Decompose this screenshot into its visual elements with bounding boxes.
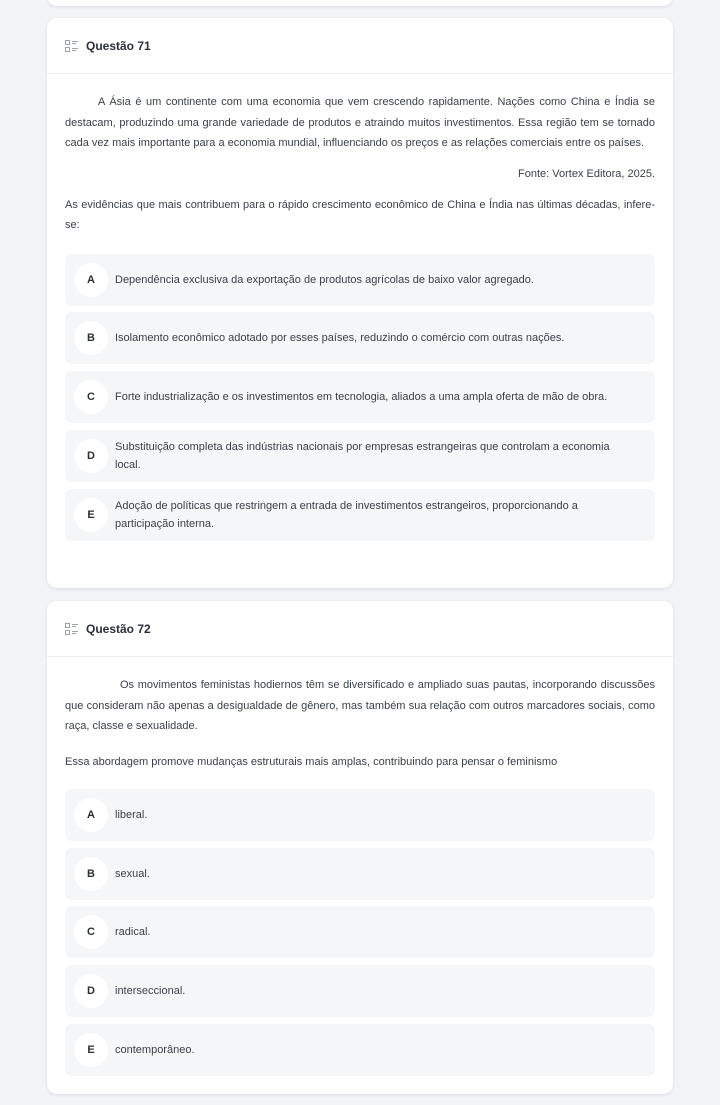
question-prompt: Essa abordagem promove mudanças estruturais mais amplas, contribuindo para pensar o feminismo [65, 755, 558, 768]
option-letter: D [74, 439, 108, 473]
option-text: Dependência exclusiva da exportação de produtos agrícolas de baixo valor agregado. [115, 273, 534, 286]
list-icon [65, 623, 78, 635]
list-icon [65, 40, 78, 52]
option-letter: E [74, 1033, 108, 1067]
question-header [47, 18, 673, 74]
option-text: Isolamento econômico adotado por esses países, reduzindo o comércio com outras nações. [115, 331, 565, 344]
option-e[interactable] [65, 489, 655, 541]
question-prompt: As evidências que mais contribuem para o rápido crescimento econômico de China e Índia nas últimas décadas, infere-se: [65, 198, 655, 232]
option-d[interactable] [65, 430, 655, 482]
option-text: Adoção de políticas que restringem a entrada de investimentos estrangeiros, proporcionando a participação interna. [115, 499, 578, 530]
option-letter: A [74, 263, 108, 297]
option-letter: B [74, 321, 108, 355]
option-b[interactable] [65, 848, 655, 900]
option-b[interactable] [65, 312, 655, 364]
option-a[interactable] [65, 254, 655, 306]
question-text: Os movimentos feministas hodiernos têm se diversificado e ampliado suas pautas, incorporando discussões que consideram não apenas a desigualdade de gênero, mas também sua relação com outros marcadores sociais, como raça, classe e sexualidade. [65, 679, 655, 733]
option-c[interactable] [65, 371, 655, 423]
question-card-72 [47, 601, 673, 1094]
option-e[interactable] [65, 1024, 655, 1076]
question-source: Fonte: Vortex Editora, 2025. [518, 167, 655, 180]
option-letter: A [74, 798, 108, 832]
question-title: Questão 72 [86, 621, 151, 636]
option-c[interactable] [65, 906, 655, 958]
question-text: A Ásia é um continente com uma economia que vem crescendo rapidamente. Nações como China e Índia se destacam, produzindo uma grande variedade de produtos e atraindo muitos investimentos. Essa região tem se tornado cada vez mais importante para a economia mundial, influenciando os preços e as relações comerciais entre os países. [65, 96, 655, 150]
option-text: interseccional. [115, 985, 186, 998]
option-text: radical. [115, 926, 151, 939]
option-letter: B [74, 857, 108, 891]
option-d[interactable] [65, 965, 655, 1017]
option-letter: C [74, 380, 108, 414]
option-text: Substituição completa das indústrias nacionais por empresas estrangeiras que controlam a economia local. [115, 440, 610, 471]
previous-question-card [47, 0, 673, 6]
option-text: sexual. [115, 868, 150, 881]
question-card-71 [47, 18, 673, 588]
option-a[interactable] [65, 789, 655, 841]
option-text: contemporâneo. [115, 1044, 195, 1057]
question-header [47, 601, 673, 657]
option-letter: D [74, 974, 108, 1008]
option-text: liberal. [115, 809, 148, 822]
option-letter: E [74, 498, 108, 532]
option-text: Forte industrialização e os investimentos em tecnologia, aliados a uma ampla oferta de mão de obra. [115, 390, 608, 403]
option-letter: C [74, 915, 108, 949]
question-title: Questão 71 [86, 38, 151, 53]
